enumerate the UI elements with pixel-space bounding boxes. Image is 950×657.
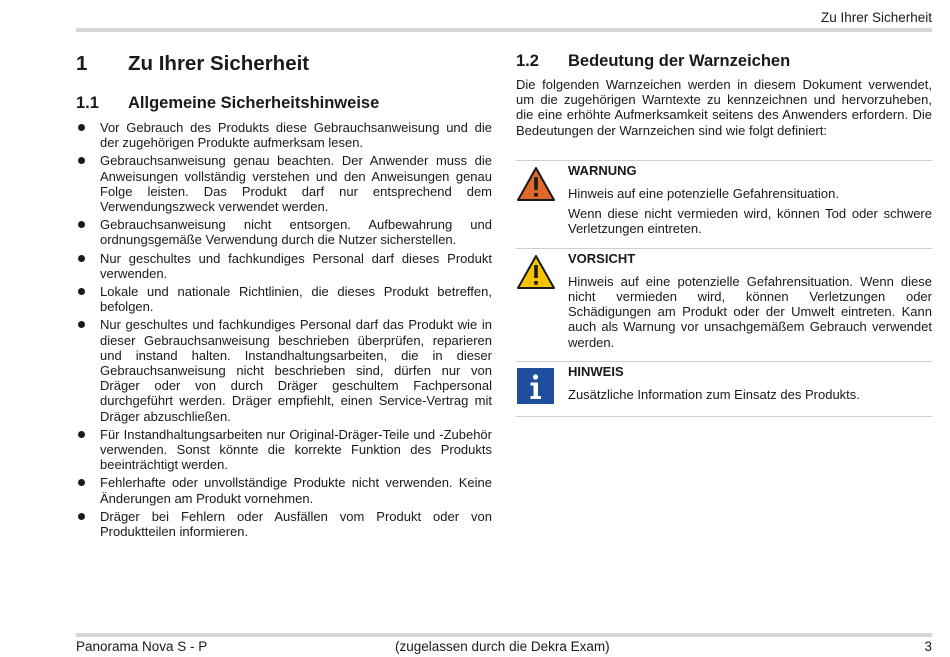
warning-text: Wenn diese nicht vermieden wird, können Tod oder schwere Verletzungen eintreten.	[568, 206, 932, 237]
warning-title: VORSICHT	[568, 250, 636, 266]
section-1-2-heading	[516, 52, 932, 71]
footer-approval-note: (zugelassen durch die Dekra Exam)	[395, 639, 610, 654]
safety-bullet-list	[76, 120, 492, 539]
list-item: Vor Gebrauch des Produkts diese Gebrauchsanweisung und die der zugehörigen Produkte aufmerksam lesen.	[76, 120, 492, 150]
section-1-1-number: 1.1	[76, 94, 99, 112]
left-column	[76, 52, 492, 542]
footer-product-name: Panorama Nova S - P	[76, 639, 208, 654]
warning-triangle-orange-icon	[516, 166, 556, 202]
section-1-title: Zu Ihrer Sicherheit	[128, 52, 310, 75]
warning-row-hinweis	[516, 361, 932, 417]
warning-title: HINWEIS	[568, 363, 624, 379]
list-item: Gebrauchsanweisung genau beachten. Der Anwender muss die Anweisungen vollständig verstehen und den Anweisungen genau Folge leisten. Das Produkt darf nur entsprechend dem Verwendungszweck verwendet werden.	[76, 153, 492, 214]
warning-text: Hinweis auf eine potenzielle Gefahrensituation.	[568, 186, 840, 202]
footer-rule	[76, 633, 932, 637]
section-1-2-number: 1.2	[516, 52, 539, 70]
section-1-1-title: Allgemeine Sicherheitshinweise	[128, 94, 380, 112]
section-1-heading	[76, 52, 492, 76]
section-1-1-heading	[76, 94, 492, 113]
list-item: Fehlerhafte oder unvollständige Produkte nicht verwenden. Keine Änderungen am Produkt vornehmen.	[76, 475, 492, 505]
warning-text: Hinweis auf eine potenzielle Gefahrensituation. Wenn diese nicht vermieden wird, können Verletzungen oder Schädigungen am Produkt oder der Umwelt eintreten. Kann auch als Warnung vor unsachgemäßem Gebrauch verwendet werden.	[568, 273, 932, 350]
warning-text: Zusätzliche Information zum Einsatz des Produkts.	[568, 387, 860, 403]
right-column	[516, 52, 932, 417]
info-square-icon	[516, 367, 556, 405]
page-number: 3	[924, 639, 932, 654]
list-item: Für Instandhaltungsarbeiten nur Original-Dräger-Teile und -Zubehör verwenden. Sonst könnte die korrekte Funktion des Produkts beeinträchtigt werden.	[76, 427, 492, 473]
warning-signs-table	[516, 160, 932, 417]
header-rule	[76, 28, 932, 32]
warning-title: WARNUNG	[568, 162, 637, 178]
section-1-number: 1	[76, 52, 88, 75]
warning-triangle-yellow-icon	[516, 254, 556, 290]
list-item: Lokale und nationale Richtlinien, die dieses Produkt betreffen, befolgen.	[76, 284, 492, 314]
warning-row-warnung	[516, 160, 932, 248]
section-1-2-title: Bedeutung der Warnzeichen	[568, 52, 791, 70]
list-item: Gebrauchsanweisung nicht entsorgen. Aufbewahrung und ordnungsgemäße Verwendung durch die Nutzer sicherstellen.	[76, 217, 492, 247]
warning-intro-text: Die folgenden Warnzeichen werden in diesem Dokument verwendet, um die zugehörigen Warntexte zu kennzeichnen und hervorzuheben, die eine erhöhte Aufmerksamkeit seitens des Anwenders erfordern. Die Bedeutungen der Warnzeichen sind wie folgt definiert:	[516, 77, 932, 138]
list-item: Dräger bei Fehlern oder Ausfällen vom Produkt oder von Produktteilen informieren.	[76, 509, 492, 539]
warning-row-vorsicht	[516, 248, 932, 361]
running-header-title: Zu Ihrer Sicherheit	[820, 10, 932, 25]
list-item: Nur geschultes und fachkundiges Personal darf das Produkt wie in dieser Gebrauchsanweisung beschrieben überprüfen, reparieren und instand halten. Instandhaltungsarbeiten, die in dieser Gebrauchsanweisung nicht beschrieben sind, dürfen nur von Dräger oder von durch Dräger geschultem Fachpersonal durchgeführt werden. Dräger empfiehlt, einen Service-Vertrag mit Dräger abzuschließen.	[76, 317, 492, 423]
list-item: Nur geschultes und fachkundiges Personal darf dieses Produkt verwenden.	[76, 251, 492, 281]
